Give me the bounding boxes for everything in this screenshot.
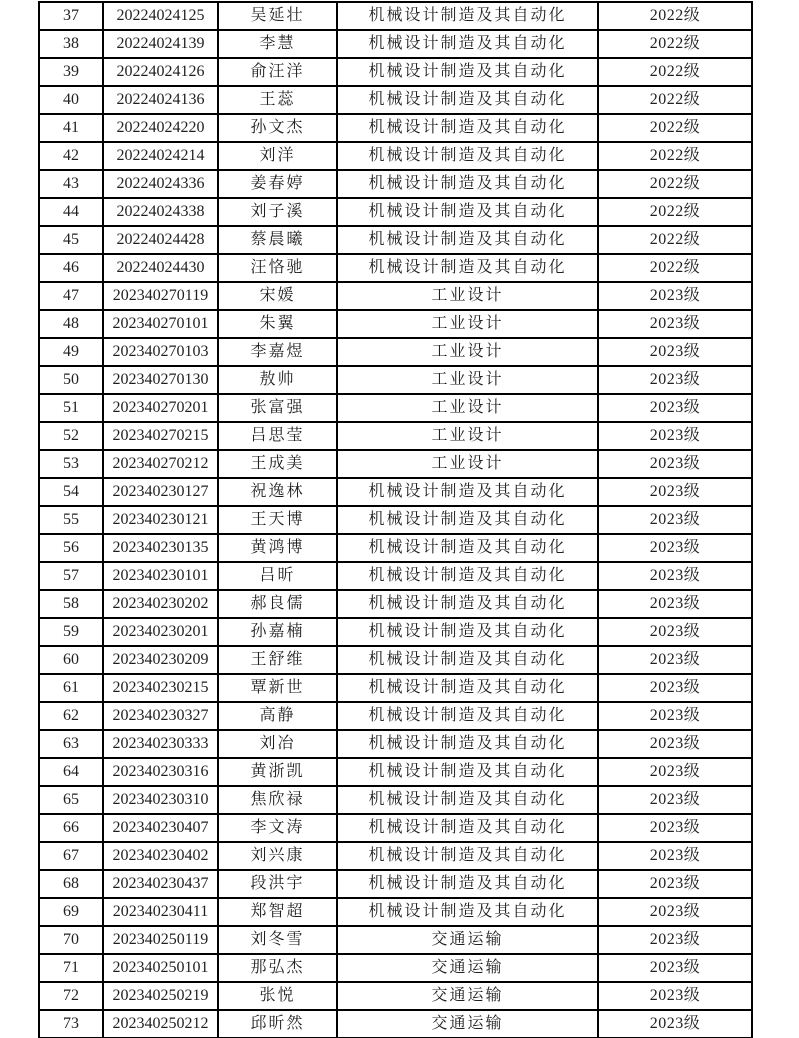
table-row (39, 30, 752, 58)
cell-row-number: 64 (39, 758, 103, 786)
cell-major: 机械设计制造及其自动化 (337, 562, 598, 590)
cell-grade: 2023级 (598, 842, 752, 870)
cell-student-id: 202340250219 (103, 982, 218, 1010)
table-row (39, 366, 752, 394)
table-row (39, 590, 752, 618)
cell-grade: 2022级 (598, 170, 752, 198)
table-row (39, 786, 752, 814)
cell-student-name: 王蕊 (218, 86, 337, 114)
table-row (39, 618, 752, 646)
cell-grade: 2023级 (598, 562, 752, 590)
cell-student-name: 宋媛 (218, 282, 337, 310)
cell-major: 机械设计制造及其自动化 (337, 142, 598, 170)
cell-grade: 2023级 (598, 282, 752, 310)
cell-student-name: 汪恪驰 (218, 254, 337, 282)
cell-major: 机械设计制造及其自动化 (337, 170, 598, 198)
table-row (39, 422, 752, 450)
cell-student-id: 202340230121 (103, 506, 218, 534)
cell-student-name: 焦欣禄 (218, 786, 337, 814)
cell-student-name: 黄浙凯 (218, 758, 337, 786)
cell-student-id: 202340250101 (103, 954, 218, 982)
cell-row-number: 72 (39, 982, 103, 1010)
cell-student-id: 20224024125 (103, 2, 218, 30)
cell-major: 工业设计 (337, 366, 598, 394)
cell-major: 机械设计制造及其自动化 (337, 814, 598, 842)
cell-grade: 2022级 (598, 114, 752, 142)
cell-major: 机械设计制造及其自动化 (337, 198, 598, 226)
cell-major: 交通运输 (337, 926, 598, 954)
cell-major: 工业设计 (337, 450, 598, 478)
cell-row-number: 65 (39, 786, 103, 814)
cell-student-id: 202340230209 (103, 646, 218, 674)
cell-row-number: 49 (39, 338, 103, 366)
cell-major: 机械设计制造及其自动化 (337, 702, 598, 730)
cell-row-number: 62 (39, 702, 103, 730)
cell-row-number: 41 (39, 114, 103, 142)
cell-row-number: 71 (39, 954, 103, 982)
cell-student-name: 张富强 (218, 394, 337, 422)
cell-student-id: 202340270119 (103, 282, 218, 310)
cell-student-name: 刘兴康 (218, 842, 337, 870)
cell-row-number: 68 (39, 870, 103, 898)
table-row (39, 2, 752, 30)
cell-row-number: 40 (39, 86, 103, 114)
table-row (39, 478, 752, 506)
cell-major: 交通运输 (337, 954, 598, 982)
cell-major: 机械设计制造及其自动化 (337, 618, 598, 646)
cell-student-id: 20224024214 (103, 142, 218, 170)
cell-row-number: 37 (39, 2, 103, 30)
student-table (38, 1, 753, 1038)
cell-student-id: 202340270130 (103, 366, 218, 394)
cell-student-name: 蔡晨曦 (218, 226, 337, 254)
cell-student-name: 王舒维 (218, 646, 337, 674)
cell-student-id: 20224024430 (103, 254, 218, 282)
cell-student-id: 202340230201 (103, 618, 218, 646)
cell-grade: 2023级 (598, 450, 752, 478)
cell-row-number: 43 (39, 170, 103, 198)
cell-grade: 2023级 (598, 702, 752, 730)
cell-student-id: 202340230310 (103, 786, 218, 814)
cell-student-name: 刘冶 (218, 730, 337, 758)
cell-major: 机械设计制造及其自动化 (337, 898, 598, 926)
cell-row-number: 58 (39, 590, 103, 618)
cell-student-name: 朱翼 (218, 310, 337, 338)
cell-grade: 2023级 (598, 618, 752, 646)
cell-student-id: 20224024338 (103, 198, 218, 226)
student-table-body (39, 2, 752, 1038)
cell-row-number: 50 (39, 366, 103, 394)
cell-row-number: 52 (39, 422, 103, 450)
table-row (39, 170, 752, 198)
cell-major: 工业设计 (337, 338, 598, 366)
table-row (39, 1010, 752, 1038)
cell-grade: 2023级 (598, 590, 752, 618)
cell-student-name: 吕思莹 (218, 422, 337, 450)
cell-major: 交通运输 (337, 982, 598, 1010)
cell-grade: 2022级 (598, 30, 752, 58)
cell-grade: 2023级 (598, 982, 752, 1010)
table-row (39, 954, 752, 982)
cell-grade: 2023级 (598, 674, 752, 702)
cell-row-number: 70 (39, 926, 103, 954)
cell-student-id: 202340230407 (103, 814, 218, 842)
cell-grade: 2023级 (598, 394, 752, 422)
cell-grade: 2023级 (598, 954, 752, 982)
cell-major: 机械设计制造及其自动化 (337, 674, 598, 702)
cell-student-name: 李慧 (218, 30, 337, 58)
cell-row-number: 61 (39, 674, 103, 702)
cell-student-id: 20224024220 (103, 114, 218, 142)
cell-row-number: 45 (39, 226, 103, 254)
cell-student-id: 202340230135 (103, 534, 218, 562)
cell-grade: 2023级 (598, 506, 752, 534)
cell-student-id: 202340270103 (103, 338, 218, 366)
cell-major: 机械设计制造及其自动化 (337, 758, 598, 786)
cell-row-number: 48 (39, 310, 103, 338)
cell-row-number: 51 (39, 394, 103, 422)
cell-major: 机械设计制造及其自动化 (337, 870, 598, 898)
table-row (39, 646, 752, 674)
cell-major: 交通运输 (337, 1010, 598, 1038)
cell-grade: 2023级 (598, 926, 752, 954)
cell-student-id: 202340270212 (103, 450, 218, 478)
cell-student-name: 刘洋 (218, 142, 337, 170)
cell-student-id: 202340230333 (103, 730, 218, 758)
cell-student-name: 刘子溪 (218, 198, 337, 226)
cell-grade: 2023级 (598, 310, 752, 338)
table-row (39, 114, 752, 142)
cell-row-number: 42 (39, 142, 103, 170)
cell-grade: 2023级 (598, 422, 752, 450)
cell-grade: 2023级 (598, 646, 752, 674)
cell-major: 机械设计制造及其自动化 (337, 226, 598, 254)
cell-student-name: 敖帅 (218, 366, 337, 394)
table-row (39, 58, 752, 86)
cell-student-id: 20224024336 (103, 170, 218, 198)
table-row (39, 982, 752, 1010)
cell-grade: 2023级 (598, 870, 752, 898)
table-row (39, 814, 752, 842)
cell-major: 机械设计制造及其自动化 (337, 2, 598, 30)
cell-student-name: 高静 (218, 702, 337, 730)
table-row (39, 758, 752, 786)
cell-major: 机械设计制造及其自动化 (337, 30, 598, 58)
cell-grade: 2023级 (598, 898, 752, 926)
cell-student-id: 202340270101 (103, 310, 218, 338)
cell-grade: 2023级 (598, 534, 752, 562)
table-row (39, 142, 752, 170)
cell-row-number: 53 (39, 450, 103, 478)
cell-row-number: 67 (39, 842, 103, 870)
cell-student-id: 202340230127 (103, 478, 218, 506)
table-row (39, 254, 752, 282)
cell-grade: 2022级 (598, 254, 752, 282)
cell-student-name: 姜春婷 (218, 170, 337, 198)
cell-student-name: 孙文杰 (218, 114, 337, 142)
cell-major: 机械设计制造及其自动化 (337, 786, 598, 814)
cell-grade: 2022级 (598, 86, 752, 114)
cell-major: 工业设计 (337, 394, 598, 422)
cell-row-number: 55 (39, 506, 103, 534)
cell-grade: 2023级 (598, 786, 752, 814)
cell-student-name: 那弘杰 (218, 954, 337, 982)
table-row (39, 198, 752, 226)
cell-row-number: 73 (39, 1010, 103, 1038)
cell-student-id: 202340230327 (103, 702, 218, 730)
cell-student-name: 祝逸林 (218, 478, 337, 506)
cell-grade: 2022级 (598, 142, 752, 170)
cell-major: 机械设计制造及其自动化 (337, 506, 598, 534)
cell-student-id: 20224024139 (103, 30, 218, 58)
cell-major: 工业设计 (337, 422, 598, 450)
cell-major: 工业设计 (337, 282, 598, 310)
cell-grade: 2023级 (598, 338, 752, 366)
cell-student-name: 俞汪洋 (218, 58, 337, 86)
table-row (39, 534, 752, 562)
cell-student-name: 郝良儒 (218, 590, 337, 618)
table-row (39, 450, 752, 478)
cell-row-number: 63 (39, 730, 103, 758)
cell-grade: 2023级 (598, 478, 752, 506)
cell-student-id: 20224024428 (103, 226, 218, 254)
cell-grade: 2022级 (598, 226, 752, 254)
cell-row-number: 56 (39, 534, 103, 562)
cell-student-id: 202340250119 (103, 926, 218, 954)
cell-major: 机械设计制造及其自动化 (337, 590, 598, 618)
cell-major: 工业设计 (337, 310, 598, 338)
cell-student-name: 吕昕 (218, 562, 337, 590)
cell-student-id: 202340230215 (103, 674, 218, 702)
table-row (39, 282, 752, 310)
table-row (39, 702, 752, 730)
cell-row-number: 66 (39, 814, 103, 842)
cell-student-name: 孙嘉楠 (218, 618, 337, 646)
table-row (39, 870, 752, 898)
table-row (39, 506, 752, 534)
cell-row-number: 46 (39, 254, 103, 282)
cell-row-number: 47 (39, 282, 103, 310)
cell-student-id: 20224024126 (103, 58, 218, 86)
cell-row-number: 59 (39, 618, 103, 646)
cell-row-number: 44 (39, 198, 103, 226)
cell-student-id: 202340270201 (103, 394, 218, 422)
cell-student-id: 202340230411 (103, 898, 218, 926)
table-row (39, 730, 752, 758)
cell-grade: 2023级 (598, 366, 752, 394)
cell-student-name: 刘冬雪 (218, 926, 337, 954)
cell-row-number: 39 (39, 58, 103, 86)
table-row (39, 898, 752, 926)
cell-major: 机械设计制造及其自动化 (337, 114, 598, 142)
cell-student-name: 黄鸿博 (218, 534, 337, 562)
cell-major: 机械设计制造及其自动化 (337, 730, 598, 758)
cell-major: 机械设计制造及其自动化 (337, 86, 598, 114)
cell-grade: 2023级 (598, 814, 752, 842)
cell-student-name: 段洪宇 (218, 870, 337, 898)
cell-grade: 2022级 (598, 2, 752, 30)
table-row (39, 674, 752, 702)
cell-major: 机械设计制造及其自动化 (337, 254, 598, 282)
cell-student-id: 202340230437 (103, 870, 218, 898)
table-row (39, 86, 752, 114)
table-row (39, 338, 752, 366)
cell-student-name: 王成美 (218, 450, 337, 478)
cell-student-id: 202340250212 (103, 1010, 218, 1038)
cell-student-id: 202340230316 (103, 758, 218, 786)
cell-grade: 2022级 (598, 58, 752, 86)
cell-student-name: 郑智超 (218, 898, 337, 926)
cell-grade: 2023级 (598, 1010, 752, 1038)
table-row (39, 926, 752, 954)
cell-row-number: 60 (39, 646, 103, 674)
table-row (39, 842, 752, 870)
cell-student-name: 张悦 (218, 982, 337, 1010)
table-row (39, 562, 752, 590)
cell-student-id: 202340230402 (103, 842, 218, 870)
cell-student-id: 202340230101 (103, 562, 218, 590)
cell-grade: 2023级 (598, 758, 752, 786)
cell-student-name: 覃新世 (218, 674, 337, 702)
cell-major: 机械设计制造及其自动化 (337, 58, 598, 86)
cell-major: 机械设计制造及其自动化 (337, 478, 598, 506)
cell-student-name: 李文涛 (218, 814, 337, 842)
cell-row-number: 69 (39, 898, 103, 926)
cell-grade: 2023级 (598, 730, 752, 758)
cell-row-number: 54 (39, 478, 103, 506)
cell-row-number: 57 (39, 562, 103, 590)
cell-row-number: 38 (39, 30, 103, 58)
cell-grade: 2022级 (598, 198, 752, 226)
cell-student-name: 吴延壮 (218, 2, 337, 30)
cell-major: 机械设计制造及其自动化 (337, 842, 598, 870)
cell-student-id: 202340230202 (103, 590, 218, 618)
cell-student-id: 202340270215 (103, 422, 218, 450)
cell-major: 机械设计制造及其自动化 (337, 646, 598, 674)
cell-student-name: 王天博 (218, 506, 337, 534)
cell-student-name: 邱昕然 (218, 1010, 337, 1038)
table-row (39, 226, 752, 254)
cell-student-name: 李嘉煜 (218, 338, 337, 366)
cell-student-id: 20224024136 (103, 86, 218, 114)
table-row (39, 394, 752, 422)
cell-major: 机械设计制造及其自动化 (337, 534, 598, 562)
table-row (39, 310, 752, 338)
